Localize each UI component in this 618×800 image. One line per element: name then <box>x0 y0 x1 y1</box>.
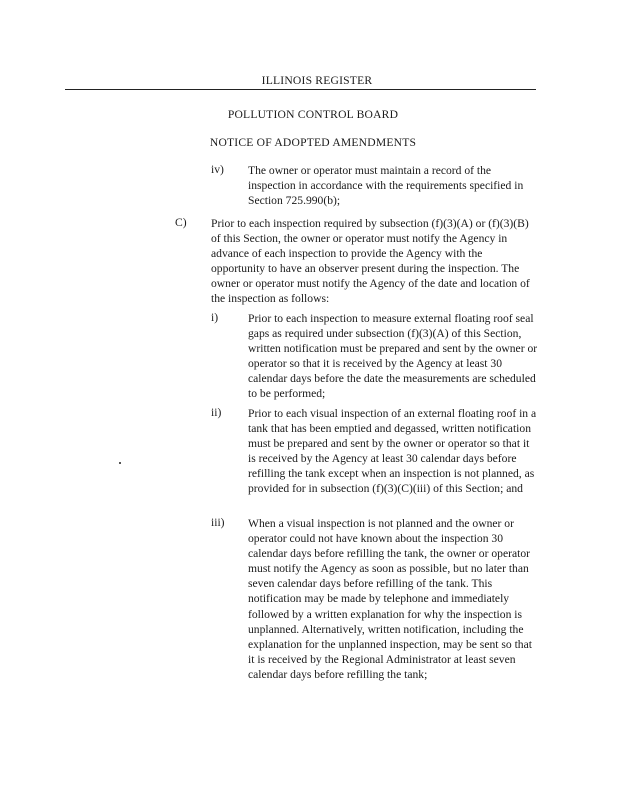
item-i-label: i) <box>211 311 219 324</box>
notice-title: NOTICE OF ADOPTED AMENDMENTS <box>209 136 417 149</box>
item-c-text: Prior to each inspection required by subsection (f)(3)(A) or (f)(3)(B) of this Section, the owner or operator must notify the Agency in advance of each inspection to provide the Agency with the opportunity to have an observer present during the inspection. The owner or operator must notify the Agency of the date and location of the inspection as follows: <box>211 217 530 306</box>
item-ii-text: Prior to each visual inspection of an external floating roof in a tank that has been emptied and degassed, written notification must be prepared and sent by the owner or operator so that it is received by the Agency at least 30 calendar days before refilling the tank except when an inspection is not planned, as provided for in subsection (f)(3)(C)(iii) of this Section; and <box>248 407 537 496</box>
item-iv-text: The owner or operator must maintain a record of the inspection in accordance with the requirements specified in Section 725.990(b); <box>248 164 524 208</box>
item-ii-label: ii) <box>211 406 222 419</box>
header-divider <box>65 89 536 90</box>
register-title: ILLINOIS REGISTER <box>261 74 373 87</box>
item-iii-label: iii) <box>211 516 225 529</box>
item-iii-text: When a visual inspection is not planned and the owner or operator could not have known about the inspection 30 calendar days before refilling the tank, the owner or operator must notify the Agency as soon as possible, but no later than seven calendar days before refilling of the tank. This notification may be made by telephone and immediately followed by a written explanation for why the inspection is unplanned. Alternatively, written notification, including the explanation for the unplanned inspection, may be sent so that it is received by the Regional Administrator at least seven calendar days before refilling the tank; <box>248 517 532 681</box>
item-i-text: Prior to each inspection to measure external floating roof seal gaps as required under subsection (f)(3)(A) of this Section, written notification must be prepared and sent by the owner or operator so that it is received by the Agency at least 30 calendar days before the date the measurements are scheduled to be performed; <box>248 312 538 401</box>
item-iv-label: iv) <box>211 163 224 176</box>
scan-speck <box>119 462 121 464</box>
board-name: POLLUTION CONTROL BOARD <box>227 108 399 121</box>
item-c-label: C) <box>175 216 187 229</box>
